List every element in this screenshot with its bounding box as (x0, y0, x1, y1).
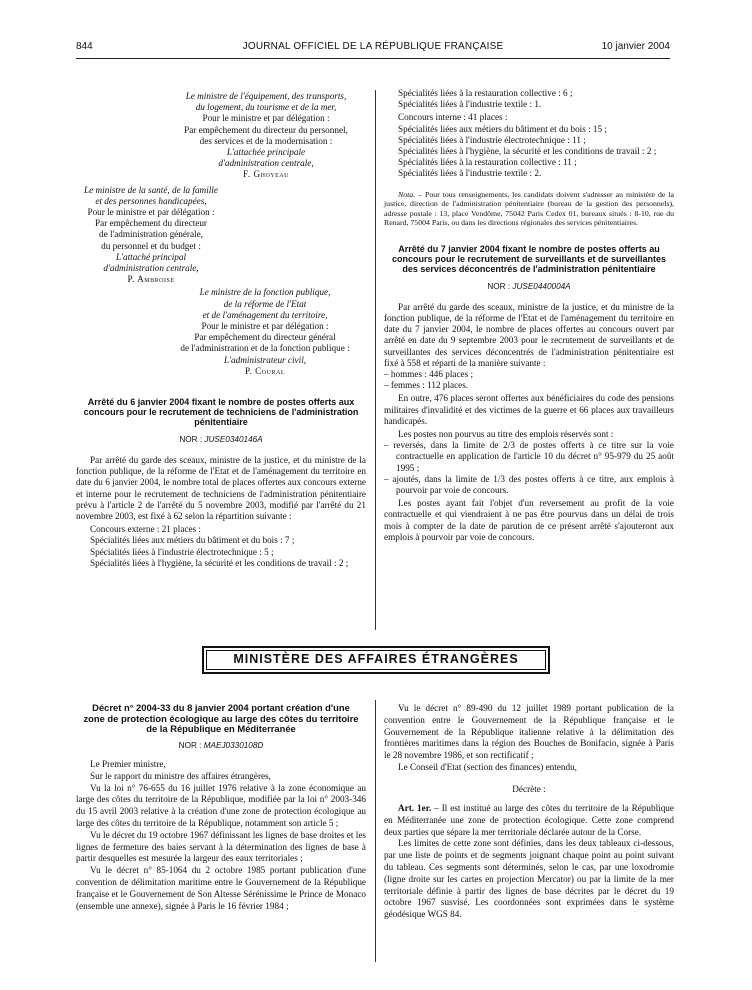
arrete-body: Par arrêté du garde des sceaux, ministre de la justice, et du ministre de la fonction publique, de la réforme de l'Etat et de l'aménagement du territoire en date du 7 janvier 2004, le nombre de places offertes au concours ouvert par arrêté en date du 9 septembre 2003 pour le recrutement de surveillants et de surveillantes des services déconcentrés de l'administration pénitentiaire est fixé à 558 et réparti de la manière suivante : (384, 301, 674, 368)
nor-code: MAEJ0330108D (203, 740, 264, 750)
list-item: Spécialités liées à l'industrie électrotechnique : 5 ; (90, 546, 274, 557)
nor-label: NOR : (487, 281, 511, 291)
signature-line: Par empêchement du directeur (95, 218, 207, 229)
signature-line: Par empêchement du directeur du personnel, (184, 124, 348, 135)
list-item: – hommes : 446 places ; (384, 369, 474, 380)
signature-line: et de l'aménagement du territoire, (202, 309, 328, 320)
left-column-top (76, 91, 366, 569)
column-divider-bottom (375, 700, 376, 962)
arrete-body: Par arrêté du garde des sceaux, ministre de la justice, et du ministre de la fonction publique, de la réforme de l'Etat et de l'aménagement du territoire en date du 6 janvier 2004, le nombre total de places offertes aux concours externe et interne pour le recrutement de techniciens de l'administration pénitentiaire prévu à l'article 2 de l'arrêté du 5 novembre 2003, modifié par l'arrêté du 21 novembre 2003, est fixé à 62 selon la répartition suivante : (76, 454, 366, 521)
article-text: – Il est institué au large des côtes du territoire de la République en Méditerranée une zone de protection écologique. Cette zone comprend deux parties que sépare la mer territoriale déclarée autour de la Corse. (384, 802, 674, 837)
column-divider-top (375, 90, 376, 630)
signature-line: Le ministre de la santé, de la famille (84, 184, 218, 195)
decret-paragraph: Vu le décret du 19 octobre 1967 définissant les lignes de base droites et les lignes de fermeture des baies servant à la détermination des lignes de base à partir desquelles est mesurée la largeur des eaux territoriales ; (76, 829, 366, 864)
arrete-6-janvier (76, 397, 366, 569)
decret-paragraph: Vu la loi n° 76-655 du 16 juillet 1976 relative à la zone économique au large des côtes du territoire de la République, modifiée par la loi n° 2003-346 du 15 avril 2003 relative à la création d'une zone de protection écologique au large des côtes du territoire de la République, notamment son article 5 ; (76, 782, 366, 828)
arrete-7-janvier (384, 244, 674, 543)
signature-line: Le ministre de l'équipement, des transports, (185, 91, 347, 101)
decret-paragraph: Le Premier ministre, (90, 758, 166, 769)
list-item: – ajoutés, dans la limite de 1/3 des postes offerts à ce titre, aux emplois à pourvoir par voie de concours. (384, 473, 674, 496)
signature-line: L'attachée principale (226, 147, 306, 158)
list-item: – femmes : 112 places. (384, 380, 469, 391)
nor-code: JUSE0440004A (512, 281, 571, 291)
signature-line: d'administration centrale, (218, 158, 314, 169)
decret-paragraph: Vu le décret n° 89-490 du 12 juillet 1989 portant publication de la convention entre le Gouvernement de la République française et le Gouvernement de la République italienne relative à la délimitation des frontières maritimes dans la région des Bouches de Bonifacio, signée à Paris le 28 novembre 1986, et son rectificatif ; (384, 703, 674, 761)
list-item: Spécialités liées à la restauration collective : 6 ; (398, 88, 573, 98)
list-item: – reversés, dans la limite de 2/3 de postes offerts à ce titre sur la voie contractuelle en application de l'article 10 du décret n° 95-979 du 25 août 1995 ; (384, 440, 674, 473)
nota-text: – Pour tous renseignements, les candidats doivent s'adresser au ministère de la justice, direction de l'administration pénitentiaire (bureau de la gestion des personnels), adresse postale : 13, place Vendôme, 75042 Paris Cedex 01, bureaux situés : 8-10, rue du Renard, 75004 Paris, ou dans les directions régionales des services pénitentiaires. (384, 189, 674, 228)
nor-label: NOR : (178, 740, 202, 750)
signature-line: du personnel et du budget : (101, 240, 201, 251)
list-item: Spécialités liées à l'industrie textile : 1. (398, 99, 542, 110)
nor-reference (76, 434, 366, 445)
right-column-top (384, 88, 674, 543)
arrete-paragraph: Les postes non pourvus au titre des emplois réservés sont : (398, 429, 614, 440)
arrete-title: Arrêté du 7 janvier 2004 fixant le nombre de postes offerts au concours pour le recrutement de surveillants et de surveillantes des services déconcentrés de l'administration pénitentiaire (391, 244, 667, 275)
page-header (76, 41, 670, 55)
signatory-name: P. Ambroise (127, 274, 175, 285)
list-item: Spécialités liées à l'hygiène, la sécurité et les conditions de travail : 2 ; (398, 146, 657, 157)
list-item: Spécialités liées aux métiers du bâtiment et du bois : 15 ; (398, 123, 607, 134)
arrete-paragraph: Les postes ayant fait l'objet d'un reversement au profit de la voie contractuelle et qui viendraient à ne pas être pourvus dans un délai de trois mois à compter de la date de parution de ce présent arrêté s'ajouteront aux emplois à pourvoir par voie de concours. (384, 498, 674, 542)
signature-line: L'attaché principal (115, 251, 187, 262)
list-item: Concours interne : 41 places : (398, 112, 508, 123)
journal-title: JOURNAL OFFICIEL DE LA RÉPUBLIQUE FRANÇAISE (242, 41, 504, 52)
signature-block-fonction-publique (160, 287, 370, 377)
signature-line: de l'administration générale, (99, 229, 203, 240)
decret-right-column (384, 703, 674, 921)
signature-line: des services et de la modernisation : (199, 135, 333, 146)
arrete-title: Arrêté du 6 janvier 2004 fixant le nombre de postes offerts aux concours pour le recrutement de techniciens de l'administration pénitentiaire (83, 397, 359, 428)
signature-line: Pour le ministre et par délégation : (202, 113, 330, 124)
signature-line: d'administration centrale, (103, 263, 199, 274)
signatory-name: F. Ghoyeau (243, 169, 289, 180)
ministry-title: MINISTÈRE DES AFFAIRES ÉTRANGÈRES (233, 652, 519, 667)
list-item: Concours externe : 21 places : (90, 524, 201, 535)
signature-line: du logement, du tourisme et de la mer, (195, 102, 337, 113)
nor-code: JUSE0340146A (204, 434, 263, 444)
article-label: Art. 1er. (398, 802, 432, 813)
article-1 (384, 803, 674, 838)
article-paragraph: Les limites de cette zone sont définies, dans les deux tableaux ci-dessous, par une liste de points et de segments joignant chaque point au point suivant du tableau. Ces segments sont déterminés, selon le cas, par une loxodromie (ligne droite sur les cartes en projection Mercator) ou par la limite de la mer territoriale définie à partir des lignes de base décrites par le décret du 19 octobre 1967 susvisé. Les coordonnées sont exprimées dans le système géodésique WGS 84. (384, 838, 674, 920)
nota-note (384, 190, 674, 228)
decret-paragraph: Le Conseil d'Etat (section des finances) entendu, (398, 761, 577, 772)
ministry-banner (202, 646, 550, 674)
nor-reference (76, 740, 366, 751)
list-item: Spécialités liées aux métiers du bâtiment et du bois : 7 ; (90, 535, 295, 546)
decret-paragraph: Vu le décret n° 85-1064 du 2 octobre 1985 portant publication d'une convention de délimitation maritime entre le Gouvernement de la République française et le Gouvernement de Son Altesse Sérénissime le Prince de Monaco (ensemble une annexe), signée à Paris le 16 février 1984 ; (76, 865, 366, 911)
arrete-paragraph: En outre, 476 places seront offertes aux bénéficiaires du code des pensions militaires d'invalidité et des victimes de la guerre et 66 places aux travailleurs handicapés. (384, 393, 674, 426)
nota-label: Nota. (398, 189, 416, 199)
decrete-heading: Décrète : (512, 783, 546, 794)
signature-line: Pour le ministre et par délégation : (201, 321, 329, 332)
signature-line: Le ministre de la fonction publique, (199, 287, 331, 298)
signature-line: Pour le ministre et par délégation : (87, 207, 215, 218)
nor-reference (384, 281, 674, 292)
list-item: Spécialités liées à la restauration collective : 11 ; (398, 157, 577, 168)
signature-line: et des personnes handicapées, (95, 195, 207, 206)
header-rule (76, 58, 670, 59)
signature-line: Par empêchement du directeur général (194, 332, 336, 343)
signature-line: de la réforme de l'Etat (223, 298, 307, 309)
signatory-name: P. Coural (245, 365, 285, 376)
decret-paragraph: Sur le rapport du ministre des affaires étrangères, (90, 770, 271, 781)
decret-left-column (76, 703, 366, 912)
signature-block-sante (76, 185, 226, 286)
list-item: Spécialités liées à l'industrie électrotechnique : 11 ; (398, 134, 586, 145)
signature-block-equipement (166, 91, 366, 181)
page-number: 844 (76, 41, 93, 52)
nor-label: NOR : (179, 434, 203, 444)
decret-title: Décret n° 2004-33 du 8 janvier 2004 portant création d'une zone de protection écologique au large des côtes du territoire de la République en Méditerranée (83, 702, 359, 735)
list-item: Spécialités liées à l'hygiène, la sécurité et les conditions de travail : 2 ; (90, 557, 349, 568)
signature-line: L'administrateur civil, (223, 354, 307, 365)
list-item: Spécialités liées à l'industrie textile : 2. (398, 168, 542, 179)
signature-line: de l'administration et de la fonction publique : (180, 343, 350, 354)
issue-date: 10 janvier 2004 (601, 41, 670, 52)
